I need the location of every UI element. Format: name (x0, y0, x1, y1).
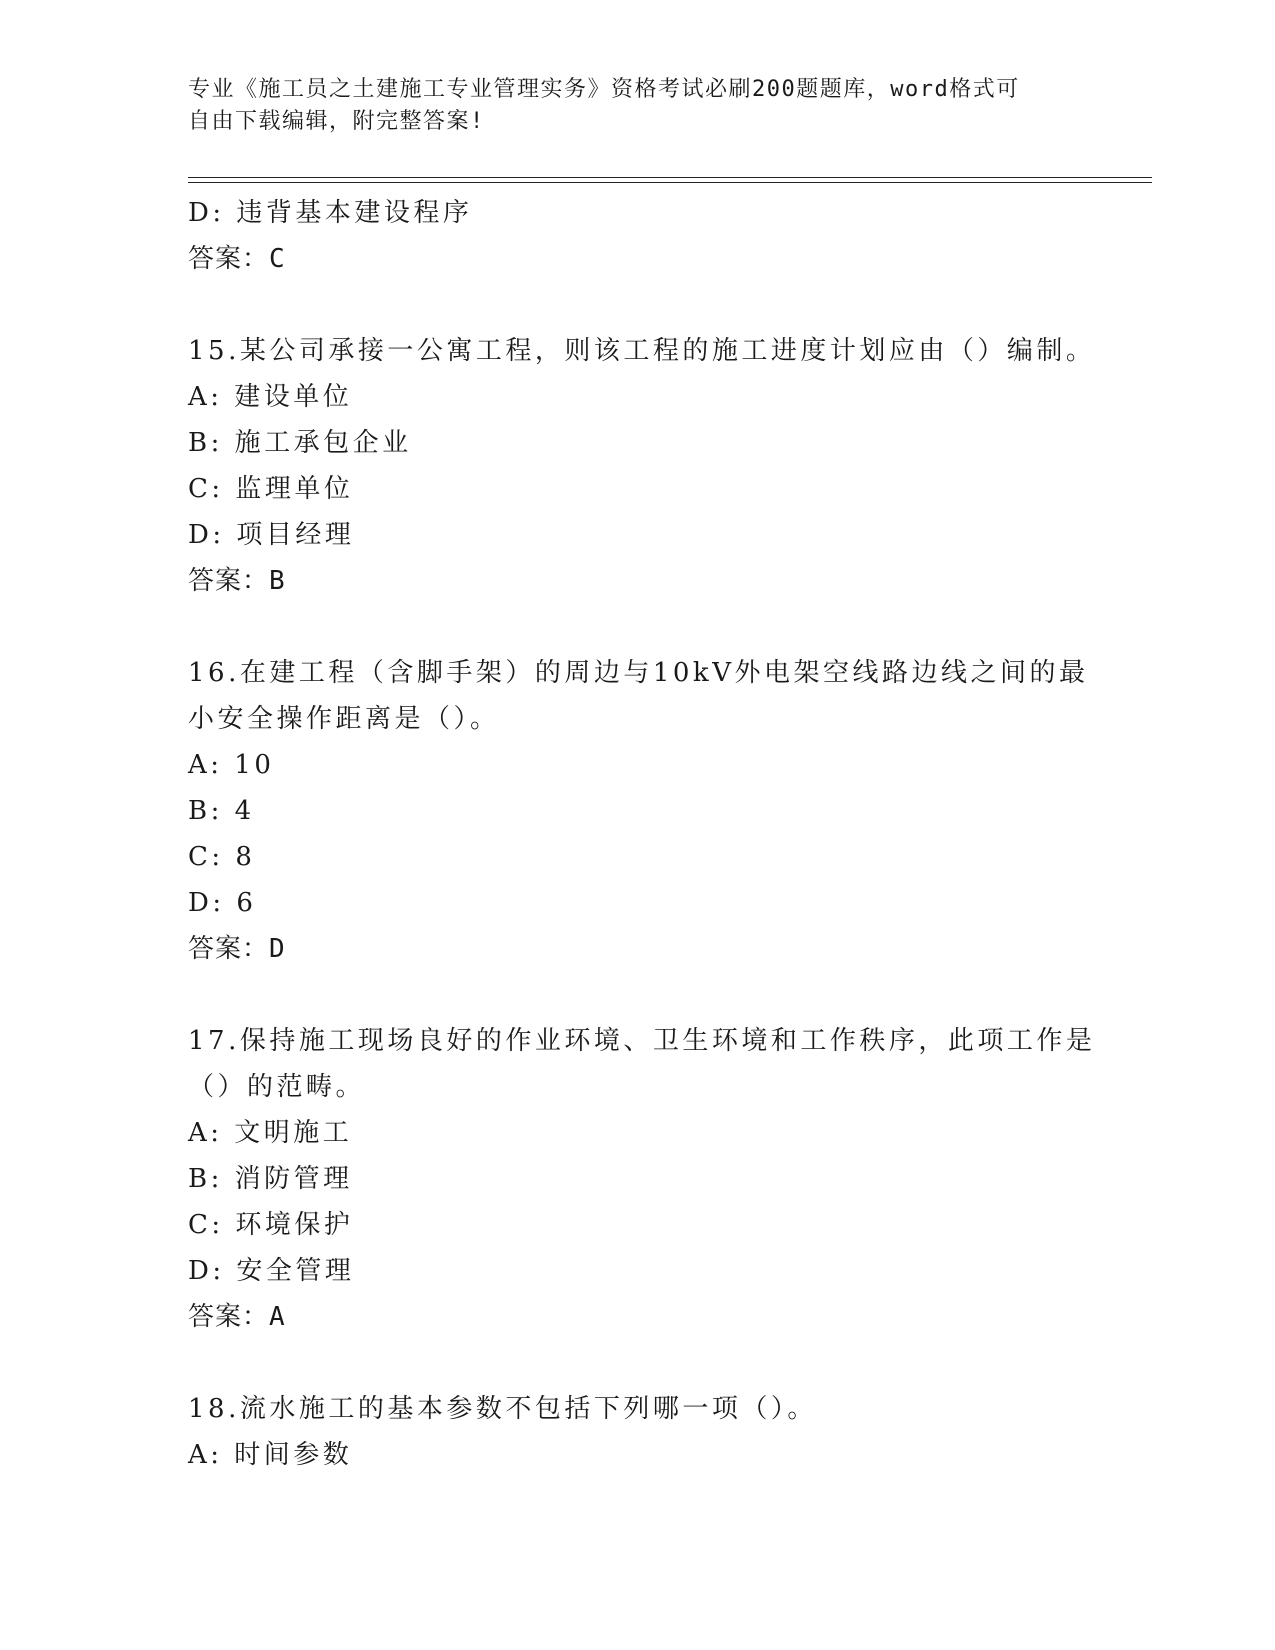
header-rule-bottom (188, 182, 1152, 183)
question-content (188, 190, 1096, 1478)
question-line: D: 项目经理 (188, 520, 355, 550)
question-line: C: 环境保护 (188, 1210, 354, 1240)
answer-line: 答案：B (188, 566, 286, 596)
question-line: D: 安全管理 (188, 1256, 355, 1286)
question-line: A: 时间参数 (188, 1440, 353, 1470)
question-line: D: 6 (188, 888, 257, 918)
answer-line: 答案：C (188, 244, 286, 274)
block-spacer (188, 972, 1088, 1018)
question-line: A: 文明施工 (188, 1118, 353, 1148)
question-line: C: 8 (188, 842, 256, 872)
answer-line: 答案：A (188, 1302, 286, 1332)
block-spacer (188, 282, 1088, 328)
question-line: A: 10 (188, 750, 275, 780)
header-line-1: 专业《施工员之土建施工专业管理实务》资格考试必刷200题题库，word格式可 (188, 77, 1020, 102)
question-line: A: 建设单位 (188, 382, 353, 412)
document-header (188, 74, 1088, 138)
question-line: B: 4 (188, 796, 255, 826)
question-line: B: 施工承包企业 (188, 428, 412, 458)
block-spacer (188, 604, 1088, 650)
question-line: 小安全操作距离是（）。 (188, 704, 500, 734)
header-line-2: 自由下载编辑，附完整答案! (188, 109, 485, 134)
question-line: 16.在建工程（含脚手架）的周边与10kV外电架空线路边线之间的最 (188, 658, 1089, 688)
question-line: 15.某公司承接一公寓工程，则该工程的施工进度计划应由（）编制。 (188, 336, 1096, 366)
answer-line: 答案：D (188, 934, 286, 964)
question-line: 18.流水施工的基本参数不包括下列哪一项（）。 (188, 1394, 817, 1424)
question-line: （）的范畴。 (188, 1072, 366, 1102)
header-rule-top (188, 177, 1152, 178)
question-line: B: 消防管理 (188, 1164, 353, 1194)
question-line: D: 违背基本建设程序 (188, 198, 473, 228)
question-line: 17.保持施工现场良好的作业环境、卫生环境和工作秩序，此项工作是 (188, 1026, 1096, 1056)
block-spacer (188, 1340, 1088, 1386)
question-line: C: 监理单位 (188, 474, 354, 504)
